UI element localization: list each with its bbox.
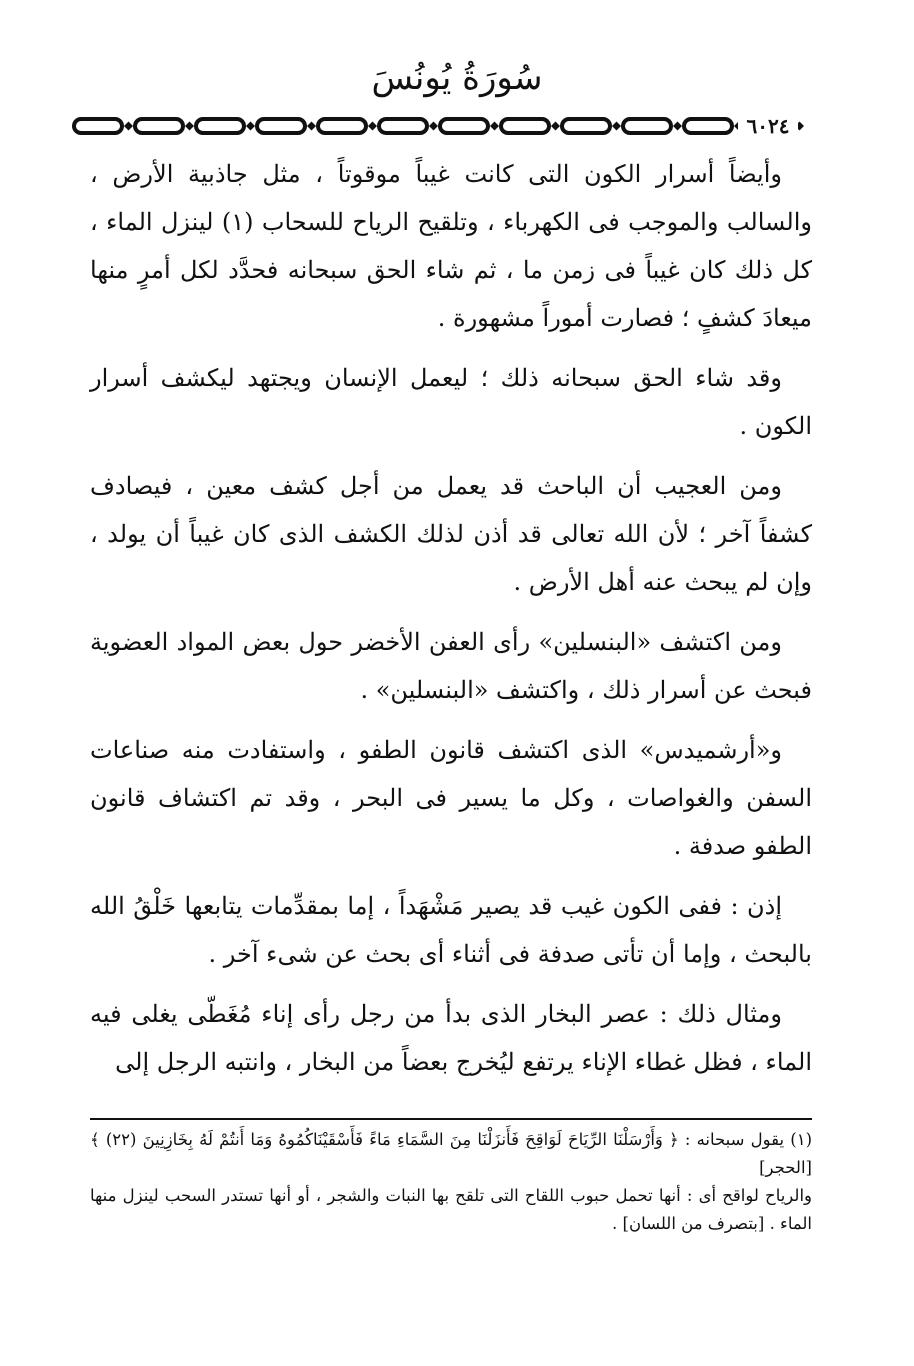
body-text xyxy=(90,150,812,1098)
ornamental-header-band xyxy=(70,114,830,138)
surah-title: سُورَةُ يُونُسَ xyxy=(371,58,543,98)
chain-diamond xyxy=(307,122,316,131)
paragraph-penicillin: ومن اكتشف «البنسلين» رأى العفن الأخضر حول بعض المواد العضوية فبحث عن أسرار ذلك ، واكتشف «البنسلين» . xyxy=(90,628,812,704)
chain-link xyxy=(562,119,610,133)
chain-diamond xyxy=(185,122,194,131)
footnote-verse: (١) يقول سبحانه : ﴿ وَأَرْسَلْنَا الرِّيَاحَ لَوَاقِحَ فَأَنزَلْنَا مِنَ السَّمَاءِ مَاءً فَأَسْقَيْنَاكُمُوهُ وَمَا أَنتُمْ لَهُ بِخَازِنِينَ (٢٢) ﴾ [الحجر] xyxy=(90,1130,812,1177)
chain-link xyxy=(684,119,732,133)
chain-link xyxy=(440,119,488,133)
chain-link xyxy=(501,119,549,133)
paragraph-god-willed: وقد شاء الحق سبحانه ذلك ؛ ليعمل الإنسان ويجتهد ليكشف أسرار الكون . xyxy=(90,364,812,440)
chain-diamond xyxy=(368,122,377,131)
chain-diamond xyxy=(673,122,682,131)
chain-diamond xyxy=(551,122,560,131)
paragraph-steam-age: ومثال ذلك : عصر البخار الذى بدأ من رجل رأى إناء مُغَطّى يغلى فيه الماء ، فظل غطاء الإناء يرتفع ليُخرج بعضاً من البخار ، وانتبه الرجل إلى xyxy=(90,1000,812,1076)
chain-link xyxy=(379,119,427,133)
chain-diamond xyxy=(124,122,133,131)
chain-link xyxy=(257,119,305,133)
chain-link xyxy=(318,119,366,133)
paragraph-secrets-of-universe: وأيضاً أسرار الكون التى كانت غيباً موقوتاً ، مثل جاذبية الأرض ، والسالب والموجب فى الكهرباء ، وتلقيح الرياح للسحاب (١) لينزل الماء ، كل ذلك كان غيباً فى زمن ما ، ثم شاء الحق سبحانه فحدَّد لكل أمرٍ منها ميعادَ كشفٍ ؛ فصارت أموراً مشهورة . xyxy=(90,160,812,332)
footnote-explanation: والرياح لواقح أى : أنها تحمل حبوب اللقاح التى تلقح بها النبات والشجر ، أو أنها تستدر السحب لينزل منها الماء . [بتصرف من اللسان] . xyxy=(90,1186,812,1233)
paragraph-unseen-becomes-seen: إذن : ففى الكون غيب قد يصير مَشْهَداً ، إما بمقدِّمات يتابعها خَلْقُ الله بالبحث ، وإما أن تأتى صدفة فى أثناء أى بحث عن شىء آخر . xyxy=(90,892,812,968)
chain-link xyxy=(196,119,244,133)
paragraph-archimedes: و«أرشميدس» الذى اكتشف قانون الطفو ، واستفادت منه صناعات السفن والغواصات ، وكل ما يسير فى البحر ، وقد تم اكتشاف قانون الطفو صدفة . xyxy=(90,736,812,860)
footnotes xyxy=(90,1126,812,1238)
chain-diamond xyxy=(490,122,499,131)
chain-link xyxy=(135,119,183,133)
paragraph-researcher-discovery: ومن العجيب أن الباحث قد يعمل من أجل كشف معين ، فيصادف كشفاً آخر ؛ لأن الله تعالى قد أذن لذلك الكشف الذى كان غيباً أن يولد ، وإن لم يبحث عنه أهل الأرض . xyxy=(90,472,812,596)
chain-diamond xyxy=(246,122,255,131)
chain-diamond xyxy=(612,122,621,131)
chain-diamond xyxy=(429,122,438,131)
chain-link xyxy=(623,119,671,133)
chain-ornament xyxy=(70,114,830,138)
chain-link xyxy=(74,119,122,133)
footnote-divider xyxy=(90,1118,812,1120)
page-number: ٦٠٢٤ xyxy=(738,114,798,138)
